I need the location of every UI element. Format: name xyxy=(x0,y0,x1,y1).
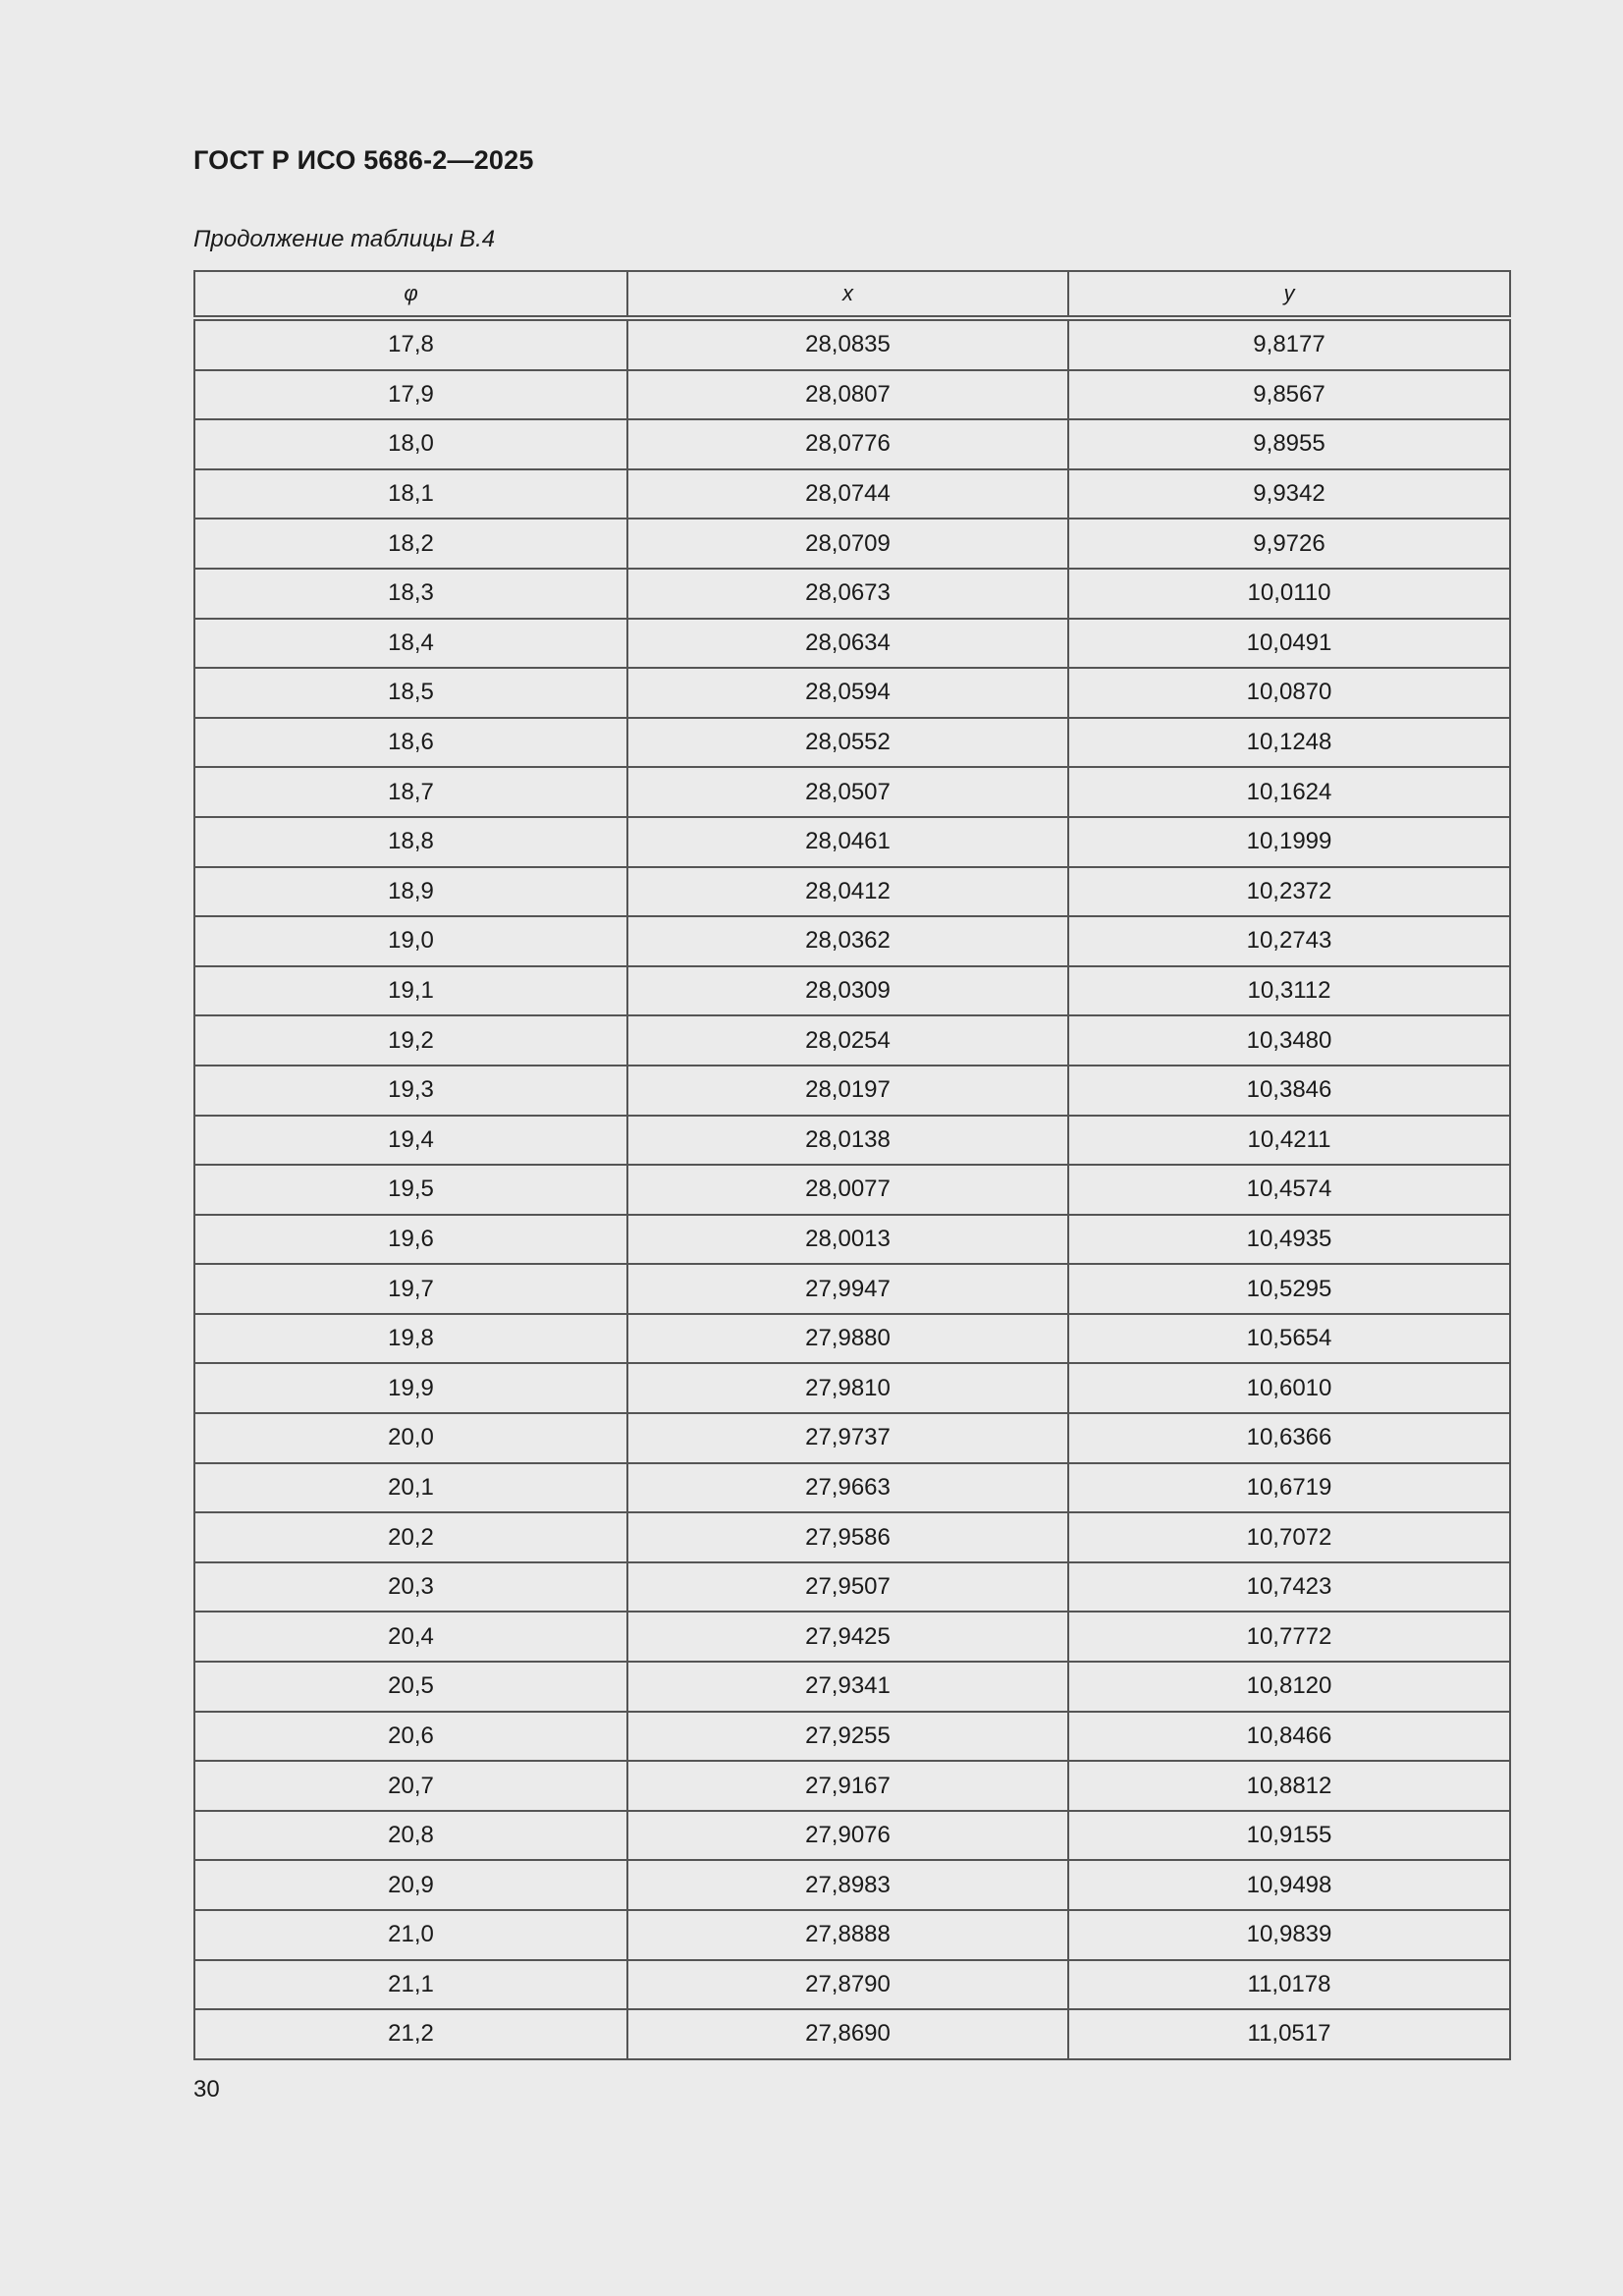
cell-y: 10,0110 xyxy=(1068,569,1510,619)
table-row xyxy=(194,1215,1510,1265)
table-row xyxy=(194,569,1510,619)
table-row xyxy=(194,718,1510,768)
cell-x: 28,0412 xyxy=(627,867,1068,917)
table-row xyxy=(194,767,1510,817)
cell-x: 28,0362 xyxy=(627,916,1068,966)
column-header-x: x xyxy=(627,271,1068,318)
column-header-phi: φ xyxy=(194,271,627,318)
cell-phi: 19,1 xyxy=(194,966,627,1016)
table-row xyxy=(194,469,1510,519)
cell-phi: 18,5 xyxy=(194,668,627,718)
cell-x: 28,0552 xyxy=(627,718,1068,768)
table-row xyxy=(194,370,1510,420)
cell-x: 27,9947 xyxy=(627,1264,1068,1314)
cell-x: 27,8983 xyxy=(627,1860,1068,1910)
cell-y: 10,6366 xyxy=(1068,1413,1510,1463)
cell-x: 27,9167 xyxy=(627,1761,1068,1811)
table-row xyxy=(194,1116,1510,1166)
cell-phi: 21,0 xyxy=(194,1910,627,1960)
cell-y: 10,4574 xyxy=(1068,1165,1510,1215)
column-header-y: y xyxy=(1068,271,1510,318)
table-row xyxy=(194,966,1510,1016)
cell-y: 10,8466 xyxy=(1068,1712,1510,1762)
cell-x: 27,9880 xyxy=(627,1314,1068,1364)
cell-y: 11,0517 xyxy=(1068,2009,1510,2059)
cell-y: 10,7072 xyxy=(1068,1512,1510,1562)
cell-phi: 18,6 xyxy=(194,718,627,768)
cell-y: 10,1624 xyxy=(1068,767,1510,817)
cell-x: 28,0709 xyxy=(627,519,1068,569)
cell-x: 27,9586 xyxy=(627,1512,1068,1562)
table-row xyxy=(194,419,1510,469)
cell-y: 9,9342 xyxy=(1068,469,1510,519)
data-table xyxy=(193,270,1511,2060)
cell-x: 28,0507 xyxy=(627,767,1068,817)
cell-x: 28,0835 xyxy=(627,318,1068,370)
cell-x: 27,9341 xyxy=(627,1662,1068,1712)
cell-y: 10,5654 xyxy=(1068,1314,1510,1364)
table-row xyxy=(194,1960,1510,2010)
cell-phi: 18,9 xyxy=(194,867,627,917)
table-body xyxy=(194,318,1510,2059)
cell-x: 28,0594 xyxy=(627,668,1068,718)
cell-phi: 20,5 xyxy=(194,1662,627,1712)
cell-x: 27,8690 xyxy=(627,2009,1068,2059)
table-row xyxy=(194,1463,1510,1513)
cell-phi: 19,4 xyxy=(194,1116,627,1166)
cell-phi: 20,6 xyxy=(194,1712,627,1762)
cell-x: 28,0013 xyxy=(627,1215,1068,1265)
document-header: ГОСТ Р ИСО 5686-2—2025 xyxy=(193,145,534,175)
cell-x: 27,9810 xyxy=(627,1363,1068,1413)
cell-y: 10,4935 xyxy=(1068,1215,1510,1265)
cell-phi: 19,9 xyxy=(194,1363,627,1413)
table-row xyxy=(194,1860,1510,1910)
cell-phi: 21,2 xyxy=(194,2009,627,2059)
cell-y: 10,2743 xyxy=(1068,916,1510,966)
table-row xyxy=(194,1264,1510,1314)
cell-y: 9,8955 xyxy=(1068,419,1510,469)
table-row xyxy=(194,1662,1510,1712)
cell-y: 10,3112 xyxy=(1068,966,1510,1016)
cell-phi: 19,6 xyxy=(194,1215,627,1265)
table-row xyxy=(194,318,1510,370)
table-row xyxy=(194,668,1510,718)
cell-x: 28,0077 xyxy=(627,1165,1068,1215)
cell-phi: 20,7 xyxy=(194,1761,627,1811)
cell-phi: 20,3 xyxy=(194,1562,627,1613)
table-row xyxy=(194,1413,1510,1463)
table-row xyxy=(194,1910,1510,1960)
cell-y: 10,7423 xyxy=(1068,1562,1510,1613)
table-row xyxy=(194,2009,1510,2059)
cell-y: 10,0870 xyxy=(1068,668,1510,718)
cell-y: 10,7772 xyxy=(1068,1612,1510,1662)
cell-y: 9,8177 xyxy=(1068,318,1510,370)
cell-phi: 20,2 xyxy=(194,1512,627,1562)
cell-x: 28,0807 xyxy=(627,370,1068,420)
cell-x: 28,0138 xyxy=(627,1116,1068,1166)
cell-phi: 18,1 xyxy=(194,469,627,519)
cell-x: 28,0776 xyxy=(627,419,1068,469)
cell-y: 10,9839 xyxy=(1068,1910,1510,1960)
cell-phi: 20,0 xyxy=(194,1413,627,1463)
cell-x: 27,9425 xyxy=(627,1612,1068,1662)
cell-x: 27,9076 xyxy=(627,1811,1068,1861)
cell-x: 28,0309 xyxy=(627,966,1068,1016)
cell-y: 10,1999 xyxy=(1068,817,1510,867)
table-row xyxy=(194,1165,1510,1215)
cell-phi: 18,0 xyxy=(194,419,627,469)
table-header-row xyxy=(194,271,1510,318)
table-caption: Продолжение таблицы В.4 xyxy=(193,226,496,252)
table-row xyxy=(194,817,1510,867)
cell-y: 10,6719 xyxy=(1068,1463,1510,1513)
table-row xyxy=(194,1512,1510,1562)
cell-phi: 19,7 xyxy=(194,1264,627,1314)
cell-x: 28,0254 xyxy=(627,1015,1068,1066)
cell-x: 28,0197 xyxy=(627,1066,1068,1116)
cell-phi: 18,3 xyxy=(194,569,627,619)
cell-phi: 18,8 xyxy=(194,817,627,867)
cell-x: 27,9663 xyxy=(627,1463,1068,1513)
cell-phi: 19,3 xyxy=(194,1066,627,1116)
cell-x: 28,0461 xyxy=(627,817,1068,867)
cell-y: 10,3846 xyxy=(1068,1066,1510,1116)
cell-x: 28,0673 xyxy=(627,569,1068,619)
table-row xyxy=(194,1612,1510,1662)
cell-phi: 19,2 xyxy=(194,1015,627,1066)
cell-y: 9,8567 xyxy=(1068,370,1510,420)
table-row xyxy=(194,1811,1510,1861)
table-row xyxy=(194,519,1510,569)
cell-phi: 19,5 xyxy=(194,1165,627,1215)
cell-y: 10,9498 xyxy=(1068,1860,1510,1910)
cell-phi: 17,8 xyxy=(194,318,627,370)
cell-phi: 18,4 xyxy=(194,619,627,669)
cell-y: 10,2372 xyxy=(1068,867,1510,917)
cell-phi: 19,8 xyxy=(194,1314,627,1364)
table-row xyxy=(194,1562,1510,1613)
table-row xyxy=(194,1363,1510,1413)
cell-y: 10,6010 xyxy=(1068,1363,1510,1413)
cell-x: 28,0744 xyxy=(627,469,1068,519)
cell-y: 9,9726 xyxy=(1068,519,1510,569)
cell-y: 10,1248 xyxy=(1068,718,1510,768)
cell-phi: 18,7 xyxy=(194,767,627,817)
cell-phi: 18,2 xyxy=(194,519,627,569)
table-row xyxy=(194,619,1510,669)
cell-y: 10,8812 xyxy=(1068,1761,1510,1811)
cell-y: 11,0178 xyxy=(1068,1960,1510,2010)
cell-y: 10,3480 xyxy=(1068,1015,1510,1066)
page-number: 30 xyxy=(193,2076,220,2103)
cell-x: 27,9507 xyxy=(627,1562,1068,1613)
table-row xyxy=(194,1761,1510,1811)
cell-x: 27,9737 xyxy=(627,1413,1068,1463)
cell-x: 27,9255 xyxy=(627,1712,1068,1762)
cell-x: 28,0634 xyxy=(627,619,1068,669)
cell-phi: 20,4 xyxy=(194,1612,627,1662)
cell-phi: 20,1 xyxy=(194,1463,627,1513)
cell-y: 10,0491 xyxy=(1068,619,1510,669)
cell-x: 27,8888 xyxy=(627,1910,1068,1960)
cell-x: 27,8790 xyxy=(627,1960,1068,2010)
cell-y: 10,8120 xyxy=(1068,1662,1510,1712)
table-row xyxy=(194,1712,1510,1762)
table-row xyxy=(194,1314,1510,1364)
cell-phi: 20,9 xyxy=(194,1860,627,1910)
cell-y: 10,5295 xyxy=(1068,1264,1510,1314)
table-row xyxy=(194,1066,1510,1116)
table-row xyxy=(194,867,1510,917)
cell-phi: 21,1 xyxy=(194,1960,627,2010)
table-row xyxy=(194,916,1510,966)
cell-phi: 17,9 xyxy=(194,370,627,420)
cell-y: 10,4211 xyxy=(1068,1116,1510,1166)
cell-phi: 19,0 xyxy=(194,916,627,966)
table-row xyxy=(194,1015,1510,1066)
cell-phi: 20,8 xyxy=(194,1811,627,1861)
cell-y: 10,9155 xyxy=(1068,1811,1510,1861)
